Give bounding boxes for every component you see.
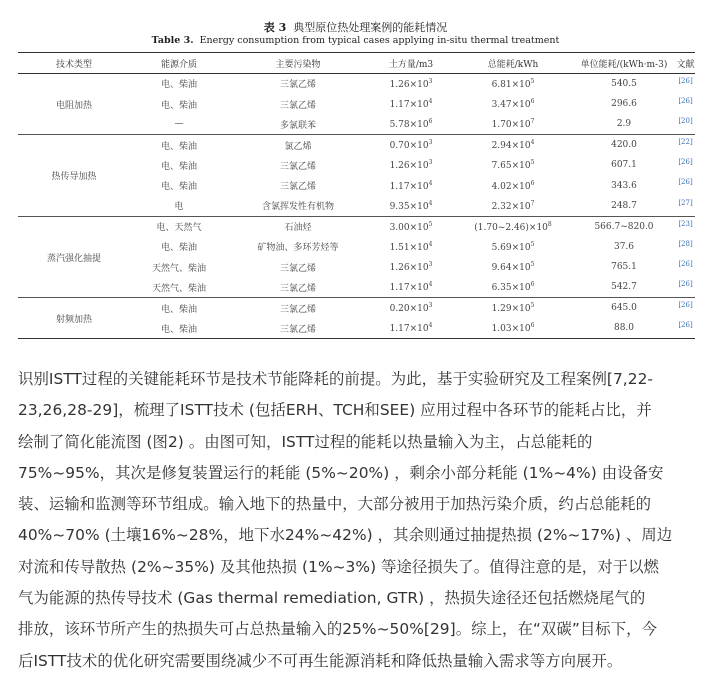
volume-cell-exponent: 3 bbox=[428, 139, 433, 147]
energy-medium-cell: 天然气、柴油 bbox=[130, 277, 228, 297]
paragraph-line: 装、运输和监测等环节组成。输入地下的热量中，大部分被用于加热污染介质，约占总能耗的 bbox=[18, 495, 652, 514]
volume-cell-base: 3.00×10 bbox=[389, 222, 429, 233]
header-energy-medium: 能源介质 bbox=[130, 53, 228, 74]
reference-cell: [22] bbox=[678, 138, 693, 147]
total-energy-cell bbox=[454, 237, 572, 257]
total-energy-cell-base: 7.65×10 bbox=[491, 161, 531, 172]
total-energy-cell bbox=[454, 135, 572, 155]
reference-cell: [26] bbox=[678, 178, 693, 187]
reference-cell: [26] bbox=[676, 277, 695, 297]
paragraph-line: 40%~70% (土壤16%~28%，地下水24%~42%) ，其余则通过抽提热损 (2%~17%) 、周边 bbox=[18, 526, 673, 545]
tech-type-cell: 射频加热 bbox=[18, 298, 130, 339]
volume-cell-base: 0.20×10 bbox=[389, 304, 429, 315]
volume-cell-base: 0.70×10 bbox=[389, 141, 429, 152]
total-energy-cell-exponent: 5 bbox=[530, 159, 535, 167]
volume-cell bbox=[368, 318, 454, 338]
table-row bbox=[18, 135, 695, 155]
total-energy-cell bbox=[454, 74, 572, 94]
paragraph-line: 气为能源的热传导技术 (Gas thermal remediation, GTR) ，热损失途径还包括燃烧尾气的 bbox=[18, 589, 646, 608]
unit-energy-cell: 88.0 bbox=[572, 318, 676, 338]
reference-cell: [28] bbox=[678, 239, 693, 248]
paragraph-line: 后ISTT技术的优化研究需要围绕减少不可再生能源消耗和降低热量输入需求等方向展开。 bbox=[18, 651, 623, 670]
paragraph-line: 排放，该环节所产生的热损失可占总热量输入的25%~50%[29]。综上，在“双碳”目标下，今 bbox=[18, 620, 658, 639]
pollutant-cell: 含氯挥发性有机物 bbox=[228, 196, 368, 216]
header-main-pollutant: 主要污染物 bbox=[228, 53, 368, 74]
volume-cell bbox=[368, 277, 454, 297]
energy-medium-cell: — bbox=[130, 114, 228, 134]
unit-energy-cell: 540.5 bbox=[611, 78, 637, 89]
tech-type-cell: 热传导加热 bbox=[18, 135, 130, 217]
reference-cell: [26] bbox=[678, 301, 693, 310]
energy-medium-cell: 电、柴油 bbox=[160, 80, 197, 91]
volume-cell-exponent: 3 bbox=[428, 302, 433, 310]
total-energy-cell bbox=[454, 114, 572, 134]
reference-cell: [26] bbox=[678, 158, 693, 167]
unit-energy-cell: 765.1 bbox=[611, 262, 637, 273]
energy-medium-cell: 电、柴油 bbox=[160, 161, 197, 172]
pollutant-cell: 多氯联苯 bbox=[228, 114, 368, 134]
total-energy-cell-base: 4.02×10 bbox=[491, 181, 531, 192]
volume-cell-exponent: 4 bbox=[428, 179, 433, 187]
total-energy-cell-exponent: 6 bbox=[530, 98, 535, 106]
total-energy-cell bbox=[454, 318, 572, 338]
energy-medium-cell: 电、柴油 bbox=[160, 100, 197, 111]
header-tech-type: 技术类型 bbox=[18, 53, 130, 74]
volume-cell bbox=[368, 155, 454, 175]
total-energy-cell-exponent: 7 bbox=[530, 118, 535, 126]
table-title-en: Energy consumption from typical cases applying in-situ thermal treatment bbox=[199, 35, 560, 46]
paragraph-line: 23,26,28-29]，梳理了ISTT技术 (包括ERH、TCH和SEE) 应用过程中各环节的能耗占比，并 bbox=[18, 401, 652, 420]
total-energy-cell bbox=[454, 155, 572, 175]
total-energy-cell bbox=[454, 298, 572, 318]
total-energy-cell-base: 6.35×10 bbox=[491, 283, 531, 294]
volume-cell-base: 9.35×10 bbox=[389, 201, 429, 212]
pollutant-cell: 氯乙烯 bbox=[284, 141, 312, 152]
total-energy-cell-base: 3.47×10 bbox=[491, 100, 531, 111]
total-energy-cell bbox=[454, 216, 572, 236]
volume-cell bbox=[368, 216, 454, 236]
volume-cell-base: 1.26×10 bbox=[389, 79, 429, 90]
table-header-row bbox=[18, 53, 695, 74]
pollutant-cell: 石油烃 bbox=[284, 223, 312, 234]
pollutant-cell: 三氯乙烯 bbox=[279, 263, 316, 274]
volume-cell bbox=[368, 74, 454, 94]
reference-cell: [26] bbox=[678, 96, 693, 105]
energy-medium-cell: 电 bbox=[130, 196, 228, 216]
energy-medium-cell: 电、柴油 bbox=[130, 318, 228, 338]
energy-medium-cell: 电、天然气 bbox=[156, 223, 202, 234]
total-energy-cell-exponent: 5 bbox=[530, 240, 535, 248]
unit-energy-cell: 566.7~820.0 bbox=[594, 221, 654, 232]
volume-cell-base: 1.26×10 bbox=[389, 161, 429, 172]
volume-cell-exponent: 5 bbox=[428, 220, 433, 228]
volume-cell-exponent: 4 bbox=[428, 240, 433, 248]
unit-energy-cell: 607.1 bbox=[611, 160, 637, 171]
unit-energy-cell: 343.6 bbox=[611, 180, 637, 191]
total-energy-cell bbox=[454, 94, 572, 114]
volume-cell-base: 1.17×10 bbox=[389, 283, 429, 294]
reference-cell: [26] bbox=[678, 260, 693, 269]
total-energy-cell-base: (1.70~2.46)×10 bbox=[474, 222, 548, 233]
volume-cell-base: 1.51×10 bbox=[389, 242, 429, 253]
body-paragraph bbox=[18, 364, 698, 677]
unit-energy-cell: 2.9 bbox=[572, 114, 676, 134]
unit-energy-cell: 296.6 bbox=[611, 99, 637, 110]
volume-cell-exponent: 6 bbox=[428, 118, 433, 126]
header-total-energy: 总能耗/kWh bbox=[454, 53, 572, 74]
volume-cell-exponent: 3 bbox=[428, 77, 433, 85]
paragraph-line: 对流和传导散热 (2%~35%) 及其他热损 (1%~3%) 等途径损失了。值得注意的是，对于以燃 bbox=[18, 557, 660, 576]
table-label-cn: 表 3 bbox=[263, 21, 287, 34]
unit-energy-cell: 37.6 bbox=[613, 241, 635, 252]
volume-cell-base: 1.17×10 bbox=[389, 181, 429, 192]
pollutant-cell: 矿物油、多环芳烃等 bbox=[257, 243, 339, 254]
table-caption-cn bbox=[0, 19, 711, 35]
total-energy-cell-exponent: 8 bbox=[547, 220, 552, 228]
volume-cell bbox=[368, 94, 454, 114]
volume-cell-base: 5.78×10 bbox=[389, 120, 429, 131]
volume-cell-exponent: 4 bbox=[428, 199, 433, 207]
pollutant-cell: 三氯乙烯 bbox=[228, 318, 368, 338]
pollutant-cell: 三氯乙烯 bbox=[279, 80, 316, 91]
header-reference: 文献 bbox=[676, 53, 695, 74]
volume-cell bbox=[368, 257, 454, 277]
volume-cell-base: 1.17×10 bbox=[389, 324, 429, 335]
total-energy-cell-exponent: 4 bbox=[530, 139, 535, 147]
table-row bbox=[18, 298, 695, 318]
volume-cell-exponent: 4 bbox=[428, 98, 433, 106]
volume-cell bbox=[368, 175, 454, 195]
unit-energy-cell: 420.0 bbox=[611, 140, 637, 151]
table-caption-en bbox=[0, 35, 711, 46]
total-energy-cell-exponent: 5 bbox=[530, 302, 535, 310]
volume-cell-exponent: 4 bbox=[428, 281, 433, 289]
table-row bbox=[18, 216, 695, 236]
total-energy-cell-base: 6.81×10 bbox=[491, 79, 531, 90]
energy-medium-cell: 电、柴油 bbox=[160, 304, 197, 315]
unit-energy-cell: 542.7 bbox=[572, 277, 676, 297]
total-energy-cell-base: 9.64×10 bbox=[491, 263, 531, 274]
table-row bbox=[18, 74, 695, 94]
table-label-en: Table 3. bbox=[151, 35, 194, 46]
pollutant-cell: 三氯乙烯 bbox=[279, 100, 316, 111]
total-energy-cell bbox=[454, 277, 572, 297]
pollutant-cell: 三氯乙烯 bbox=[228, 277, 368, 297]
total-energy-cell bbox=[454, 257, 572, 277]
volume-cell-base: 1.26×10 bbox=[389, 263, 429, 274]
energy-medium-cell: 电、柴油 bbox=[160, 243, 197, 254]
reference-cell: [26] bbox=[676, 318, 695, 338]
header-unit-energy: 单位能耗/(kWh·m-3) bbox=[572, 53, 676, 74]
volume-cell-exponent: 3 bbox=[428, 159, 433, 167]
pollutant-cell: 三氯乙烯 bbox=[279, 161, 316, 172]
volume-cell bbox=[368, 135, 454, 155]
volume-cell-exponent: 3 bbox=[428, 261, 433, 269]
volume-cell bbox=[368, 114, 454, 134]
tech-type-cell: 电阻加热 bbox=[18, 74, 130, 135]
total-energy-cell-base: 2.32×10 bbox=[491, 201, 531, 212]
total-energy-cell-exponent: 5 bbox=[530, 261, 535, 269]
volume-cell-exponent: 4 bbox=[428, 322, 433, 330]
volume-cell bbox=[368, 196, 454, 216]
total-energy-cell-exponent: 5 bbox=[530, 77, 535, 85]
total-energy-cell-exponent: 7 bbox=[530, 199, 535, 207]
reference-cell: [26] bbox=[678, 77, 693, 85]
energy-medium-cell: 天然气、柴油 bbox=[151, 263, 206, 274]
paragraph-line: 识别ISTT过程的关键能耗环节是技术节能降耗的前提。为此，基于实验研究及工程案例[7,22- bbox=[18, 370, 654, 388]
total-energy-cell bbox=[454, 196, 572, 216]
paragraph-line: 绘制了简化能流图 (图2) 。由图可知，ISTT过程的能耗以热量输入为主，占总能耗的 bbox=[18, 432, 593, 451]
header-earthwork-volume: 土方量/m3 bbox=[368, 53, 454, 74]
unit-energy-cell: 248.7 bbox=[572, 196, 676, 216]
unit-energy-cell: 645.0 bbox=[611, 303, 637, 314]
total-energy-cell-exponent: 6 bbox=[530, 281, 535, 289]
paragraph-line: 75%~95%，其次是修复装置运行的耗能 (5%~20%) ，剩余小部分耗能 (1%~4%) 由设备安 bbox=[18, 463, 664, 482]
reference-cell: [23] bbox=[678, 219, 693, 228]
total-energy-cell-exponent: 6 bbox=[530, 179, 535, 187]
table-title-cn: 典型原位热处理案例的能耗情况 bbox=[293, 21, 448, 34]
total-energy-cell-exponent: 6 bbox=[530, 322, 535, 330]
total-energy-cell-base: 1.70×10 bbox=[491, 120, 531, 131]
reference-cell: [20] bbox=[676, 114, 695, 134]
total-energy-cell-base: 5.69×10 bbox=[491, 242, 531, 253]
tech-type-cell: 蒸汽强化抽提 bbox=[18, 216, 130, 298]
volume-cell bbox=[368, 298, 454, 318]
energy-consumption-table bbox=[18, 52, 695, 339]
volume-cell bbox=[368, 237, 454, 257]
total-energy-cell-base: 1.03×10 bbox=[491, 324, 531, 335]
total-energy-cell-base: 1.29×10 bbox=[491, 304, 531, 315]
reference-cell: [27] bbox=[676, 196, 695, 216]
energy-medium-cell: 电、柴油 bbox=[160, 141, 197, 152]
pollutant-cell: 三氯乙烯 bbox=[279, 304, 316, 315]
energy-medium-cell: 电、柴油 bbox=[160, 182, 197, 193]
total-energy-cell-base: 2.94×10 bbox=[491, 141, 531, 152]
total-energy-cell bbox=[454, 175, 572, 195]
volume-cell-base: 1.17×10 bbox=[389, 100, 429, 111]
pollutant-cell: 三氯乙烯 bbox=[279, 182, 316, 193]
